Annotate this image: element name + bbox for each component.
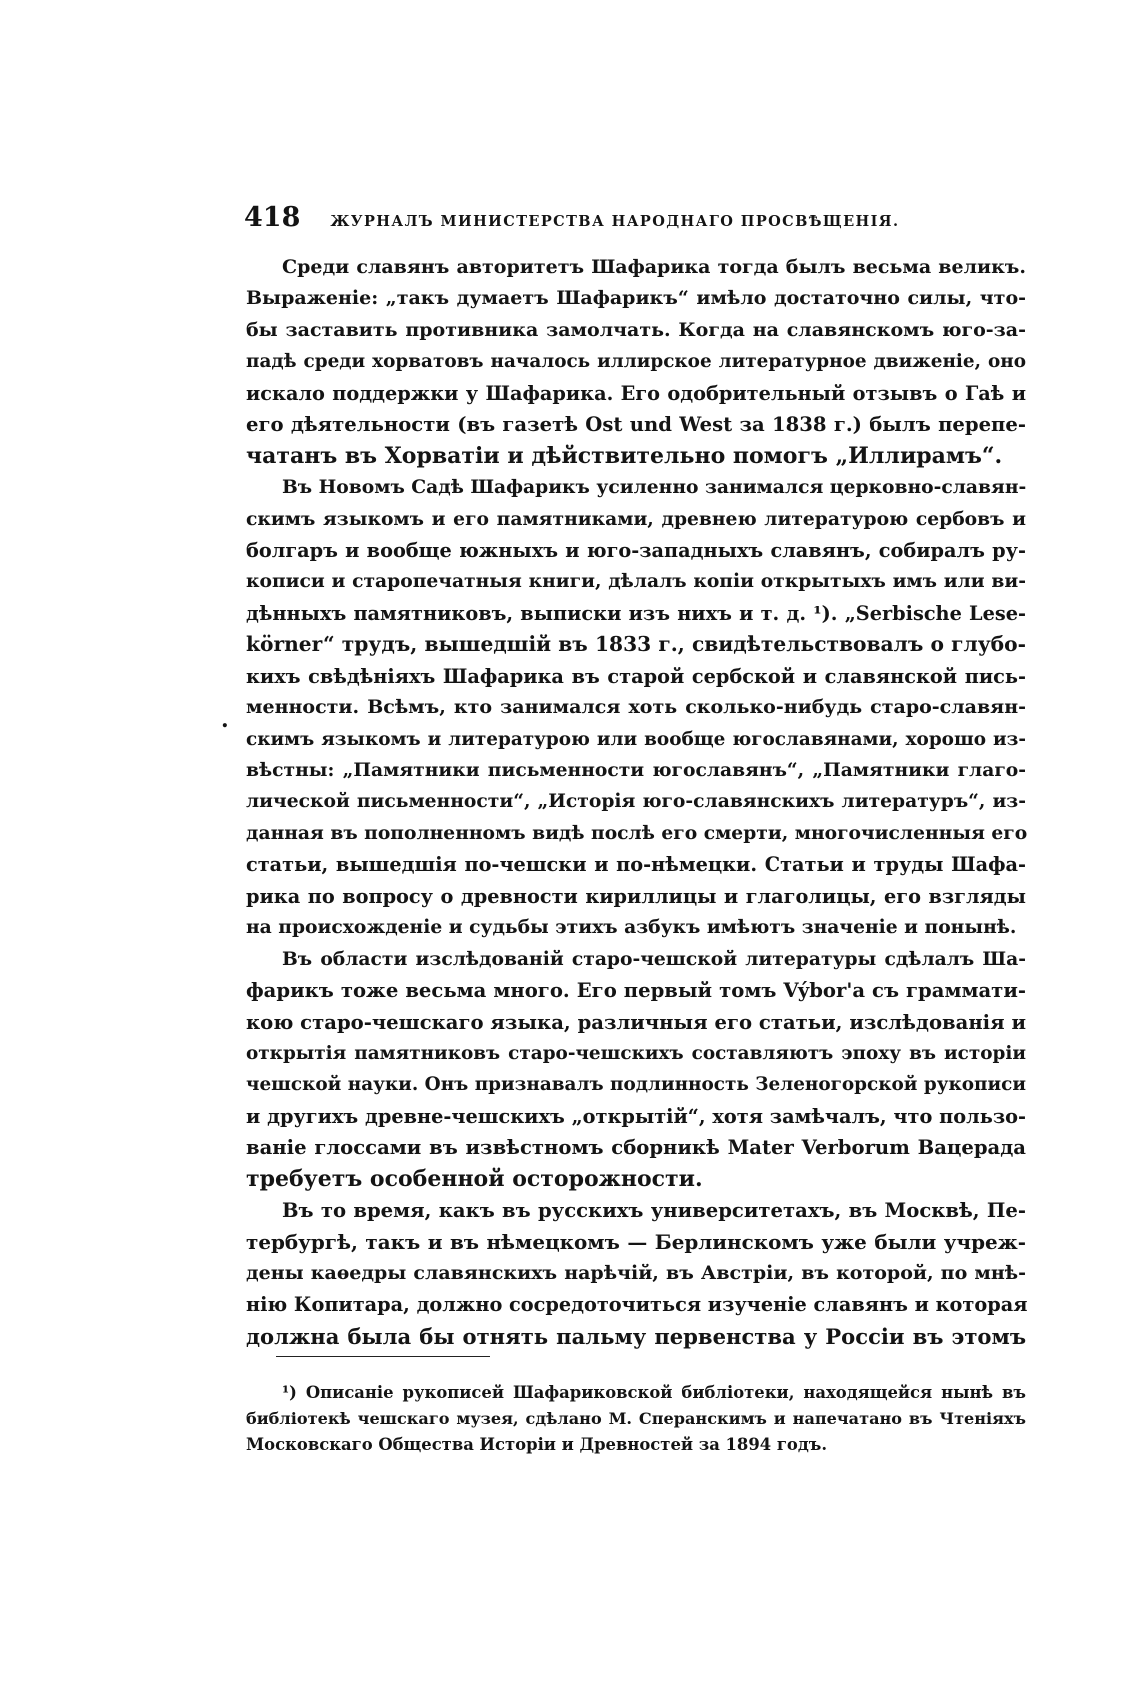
page-number: 418 <box>244 202 301 233</box>
text-line: ваніе глоссами въ извѣстномъ сборникѣ Mater Verborum Вацерада <box>246 1136 1026 1160</box>
text-line: нію Копитара, должно сосредоточиться изученіе славянъ и которая <box>246 1293 1028 1317</box>
text-line: körner“ трудъ, вышедшій въ 1833 г., свидѣтельствовалъ о глубо- <box>246 632 1026 657</box>
text-line: фарикъ тоже весьма много. Его первый томъ Výbor'а съ граммати- <box>246 979 1026 1003</box>
text-line: скимъ языкомъ и литературою или вообще югославянами, хорошо из- <box>246 728 1026 750</box>
text-line: лической письменности“, „Исторія юго-славянскихъ литературъ“, из- <box>246 790 1026 813</box>
running-head <box>244 202 1026 233</box>
footnote-line: ¹) Описаніе рукописей Шафариковской библіотеки, находящейся нынѣ въ <box>282 1383 1026 1402</box>
text-line: кихъ свѣдѣніяхъ Шафарика въ старой сербской и славянской пись- <box>246 664 1026 688</box>
body-text <box>246 252 1026 1352</box>
text-line: и другихъ древне-чешскихъ „открытій“, хотя замѣчалъ, что пользо- <box>246 1104 1026 1128</box>
text-line: дены каѳедры славянскихъ нарѣчій, въ Австріи, въ которой, по мнѣ- <box>246 1262 1026 1284</box>
text-line: тербургѣ, такъ и въ нѣмецкомъ — Берлинскомъ уже были учреж- <box>246 1229 1026 1254</box>
text-line: статьи, вышедшія по-чешски и по-нѣмецки. Статьи и труды Шафа- <box>246 853 1026 877</box>
text-line: требуетъ особенной осторожности. <box>246 1165 703 1192</box>
text-line: скимъ языкомъ и его памятниками, древнею литературою сербовъ и <box>246 507 1026 530</box>
text-line: на происхожденіе и судьбы этихъ азбукъ имѣютъ значеніе и понынѣ. <box>246 916 1017 939</box>
footnote-line: Московскаго Общества Исторіи и Древностей за 1894 годъ. <box>246 1435 828 1454</box>
footnote-divider <box>276 1356 490 1357</box>
text-line: чешской науки. Онъ признавалъ подлинность Зеленогорской рукописи <box>246 1074 1026 1096</box>
footnotes <box>246 1380 1026 1458</box>
text-line: рика по вопросу о древности кириллицы и глаголицы, его взгляды <box>246 884 1026 908</box>
journal-title: ЖУРНАЛЪ МИНИСТЕРСТВА НАРОДНАГО ПРОСВѢЩЕНІЯ. <box>330 213 900 230</box>
text-line: данная въ пополненномъ видѣ послѣ его смерти, многочисленныя его <box>246 821 1028 844</box>
margin-mark: . <box>221 707 229 733</box>
text-line: Среди славянъ авторитетъ Шафарика тогда былъ весьма великъ. <box>282 256 1026 278</box>
text-line: его дѣятельности (въ газетѣ Ost und West за 1838 г.) былъ перепе- <box>246 413 1026 437</box>
text-line: искало поддержки у Шафарика. Его одобрительный отзывъ о Гаѣ и <box>246 381 1026 405</box>
text-line: Въ области изслѣдованій старо-чешской литературы сдѣлалъ Ша- <box>282 947 1026 970</box>
text-line: вѣстны: „Памятники письменности югославянъ“, „Памятники глаго- <box>246 759 1026 781</box>
text-line: Выраженіе: „такъ думаетъ Шафарикъ“ имѣло достаточно силы, что- <box>246 287 1026 310</box>
text-line: кописи и старопечатныя книги, дѣлалъ копіи открытыхъ имъ или ви- <box>246 570 1026 593</box>
footnote-line: библіотекѣ чешскаго музея, сдѣлано М. Сперанскимъ и напечатано въ Чтеніяхъ <box>246 1409 1026 1428</box>
text-line: бы заставить противника замолчать. Когда на славянскомъ юго-за- <box>246 318 1026 341</box>
text-line: болгаръ и вообще южныхъ и юго-западныхъ славянъ, собиралъ ру- <box>246 538 1026 562</box>
text-line: Въ то время, какъ въ русскихъ университетахъ, въ Москвѣ, Пе- <box>282 1199 1026 1223</box>
text-line: должна была бы отнять пальму первенства у Россіи въ этомъ <box>246 1323 1026 1349</box>
text-line: Въ Новомъ Садѣ Шафарикъ усиленно занимался церковно-славян- <box>282 476 1027 499</box>
text-line: кою старо-чешскаго языка, различныя его статьи, изслѣдованія и <box>246 1010 1026 1034</box>
text-line: дѣнныхъ памятниковъ, выписки изъ нихъ и т. д. ¹). „Serbische Lese- <box>246 601 1026 625</box>
text-line: падѣ среди хорватовъ началось иллирское литературное движеніе, оно <box>246 351 1026 373</box>
text-line: менности. Всѣмъ, кто занимался хоть сколько-нибудь старо-славян- <box>246 696 1026 719</box>
text-line: открытія памятниковъ старо-чешскихъ составляютъ эпоху въ исторіи <box>246 1042 1026 1064</box>
text-line: чатанъ въ Хорватіи и дѣйствительно помогъ „Иллирамъ“. <box>246 442 1003 469</box>
